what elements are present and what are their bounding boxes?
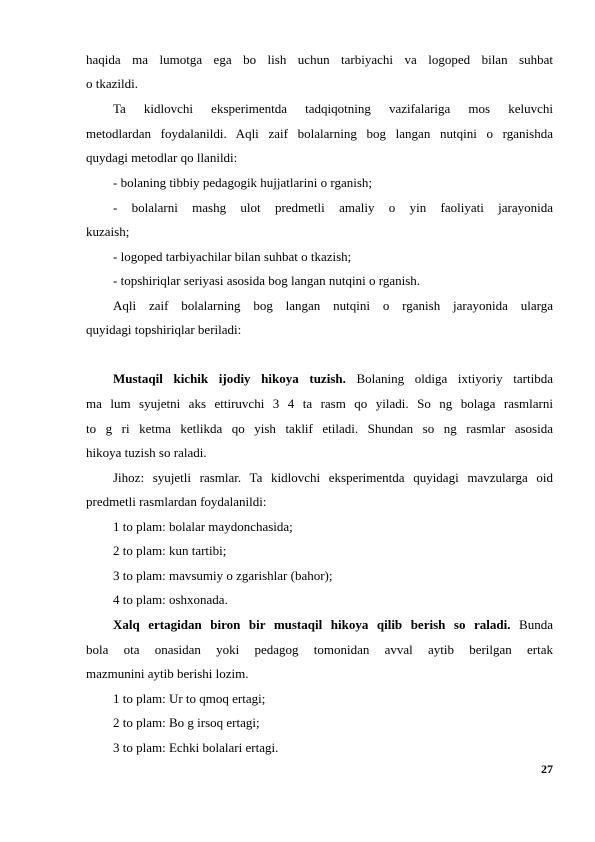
text-span: haqida ma lumotga ega bo lish uchun tarbiyachi va logoped bilan suhbat [86,52,553,67]
text-line [86,224,553,240]
text-span: bola ota onasidan yoki pedagog tomonidan avval aytib berilgan ertak [86,642,553,657]
text-span: - bolaning tibbiy pedagogik hujjatlarini o rganish; [113,175,372,190]
text-span: predmetli rasmlardan foydalanildi: [86,494,267,509]
text-line [113,543,553,559]
text-span: 3 to plam: Echki bolalari ertagi. [113,740,279,755]
text-line [113,740,553,756]
text-line [113,470,553,486]
text-line [113,273,553,289]
text-span: 2 to plam: Bo g irsoq ertagi; [113,715,260,730]
text-span: Bunda [510,617,553,632]
text-span: metodlardan foydalanildi. Aqli zaif bolalarning bog langan nutqini o rganishda [86,126,553,141]
text-line [113,568,553,584]
text-span: Jihoz: syujetli rasmlar. Ta kidlovchi eksperimentda quyidagi mavzularga oid [113,470,553,485]
text-span: to g ri ketma ketlikda qo yish taklif etiladi. Shundan so ng rasmlar asosida [86,421,553,436]
text-span: o tkazildi. [86,76,138,91]
text-line [86,126,553,142]
text-line [113,691,553,707]
text-line [113,371,553,387]
text-span: 1 to plam: Ur to qmoq ertagi; [113,691,266,706]
text-span: Bolaning oldiga ixtiyoriy tartibda [345,371,553,386]
bold-text: Xalq ertagidan biron bir mustaqil hikoya qilib berish so raladi. [113,617,511,632]
text-line [86,666,553,682]
text-span: Ta kidlovchi eksperimentda tadqiqotning vazifalariga mos keluvchi [113,101,553,116]
text-line [113,101,553,117]
text-span: - bolalarni mashg ulot predmetli amaliy o yin faoliyati jarayonida [113,200,553,215]
text-line [86,494,553,510]
page-number: 27 [541,762,553,776]
text-line [86,396,553,412]
text-line [113,617,553,633]
text-span: - topshiriqlar seriyasi asosida bog langan nutqini o rganish. [113,273,421,288]
text-span: Aqli zaif bolalarning bog langan nutqini o rganish jarayonida ularga [113,298,553,313]
text-line [113,715,553,731]
text-line [113,592,553,608]
text-span: ma lum syujetni aks ettiruvchi 3 4 ta rasm qo yiladi. So ng bolaga rasmlarni [86,396,553,411]
text-line [86,642,553,658]
text-span: - logoped tarbiyachilar bilan suhbat o tkazish; [113,249,352,264]
text-line [86,445,553,461]
text-span: 2 to plam: kun tartibi; [113,543,227,558]
text-span: 1 to plam: bolalar maydonchasida; [113,519,293,534]
text-span: quyidagi topshiriqlar beriladi: [86,322,242,337]
bold-text: Mustaqil kichik ijodiy hikoya tuzish. [113,371,346,386]
text-line [113,249,553,265]
text-line [86,322,553,338]
text-line [113,519,553,535]
text-span: hikoya tuzish so raladi. [86,445,207,460]
text-line [86,150,553,166]
text-line [113,175,553,191]
text-span: quydagi metodlar qo llanildi: [86,150,238,165]
text-line [86,52,553,68]
text-line [86,421,553,437]
text-line [113,298,553,314]
text-line [86,76,553,92]
text-span: 3 to plam: mavsumiy o zgarishlar (bahor); [113,568,333,583]
text-span: kuzaish; [86,224,130,239]
text-span: mazmunini aytib berishi lozim. [86,666,249,681]
text-span: 4 to plam: oshxonada. [113,592,228,607]
text-line [113,200,553,216]
